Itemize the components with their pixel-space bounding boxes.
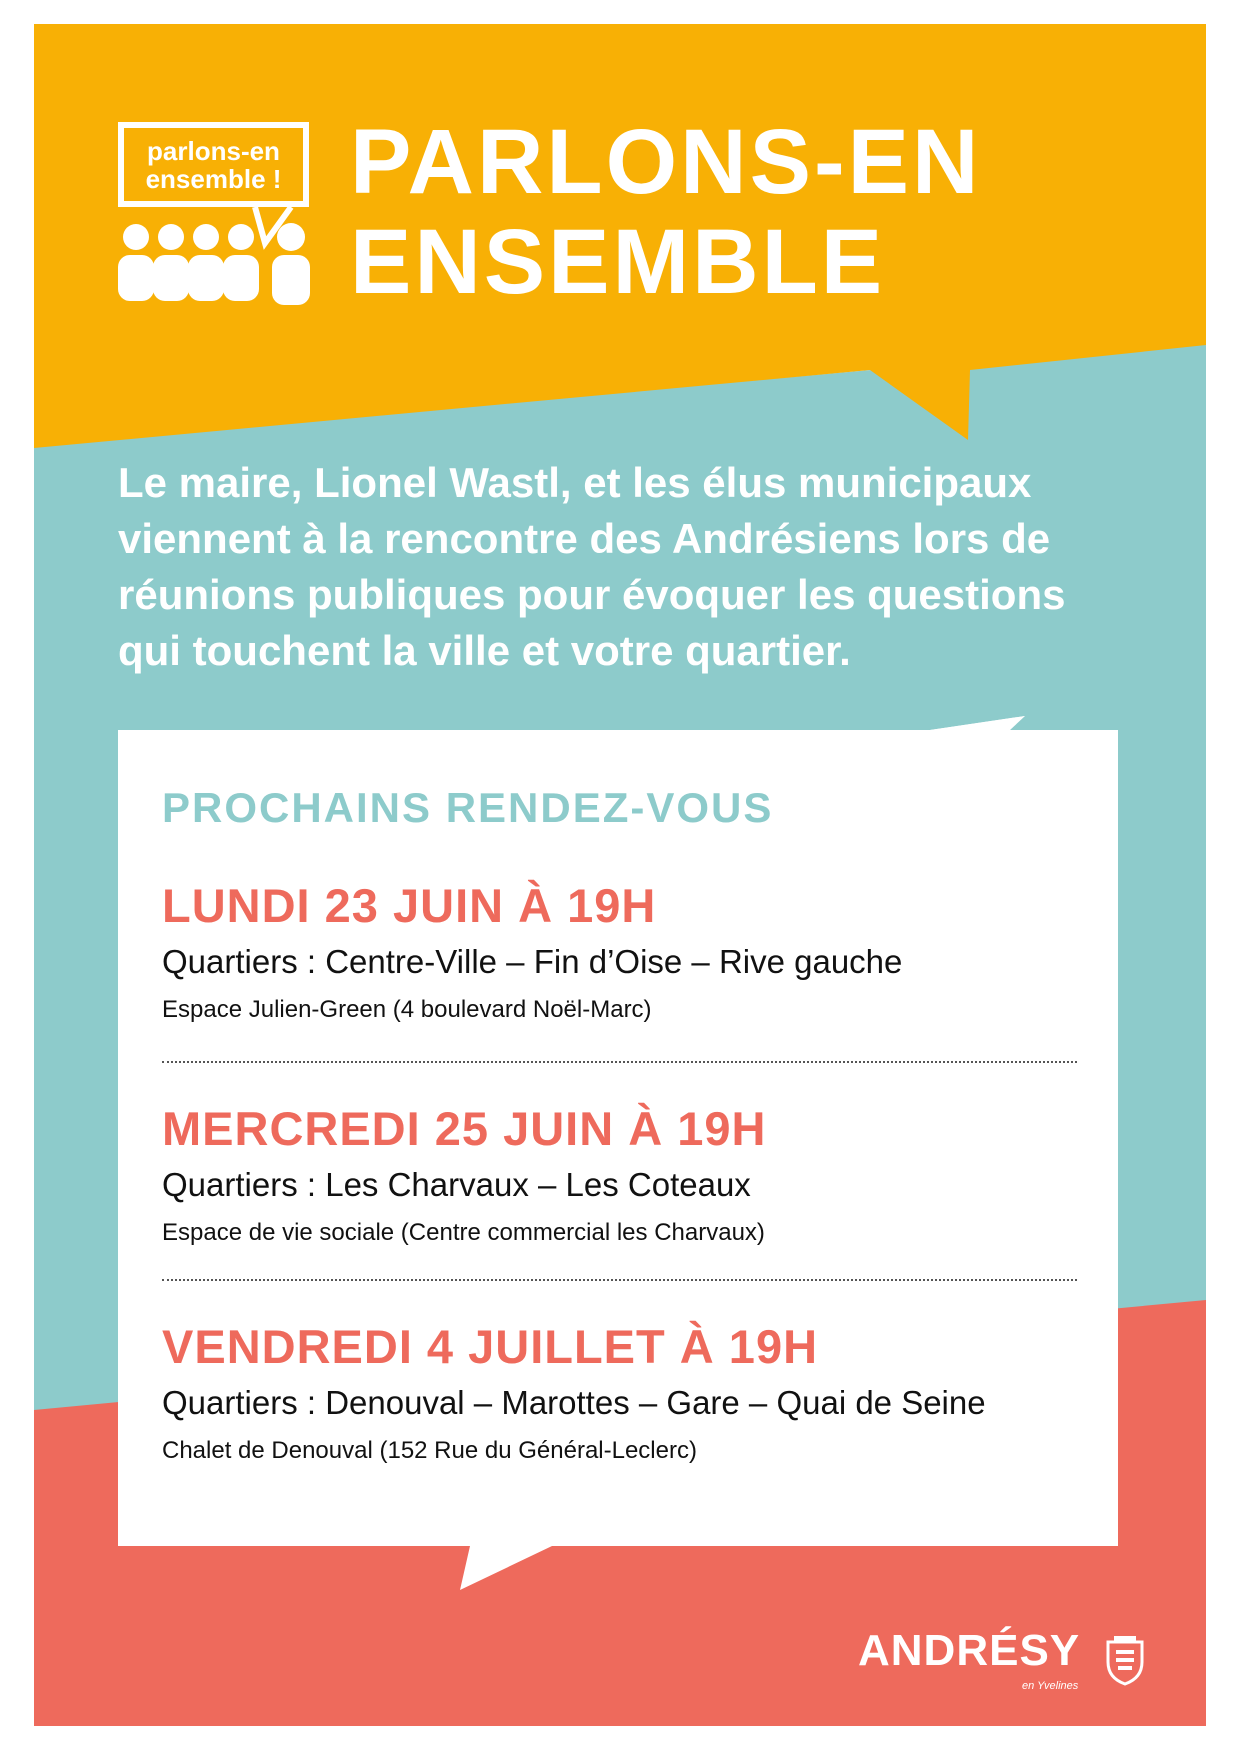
logo-line-2: ensemble !: [145, 163, 282, 194]
title-line-2: ENSEMBLE: [350, 211, 886, 313]
intro-line: viennent à la rencontre des Andrésiens lors de: [118, 515, 1051, 562]
dotted-divider: [162, 1061, 1077, 1063]
event-areas: Quartiers : Les Charvaux – Les Coteaux: [162, 1166, 751, 1203]
event-item: [162, 878, 1082, 1028]
event-place: Espace Julien-Green (4 boulevard Noël-Marc): [162, 996, 652, 1023]
event-areas: Quartiers : Centre-Ville – Fin d’Oise – Rive gauche: [162, 943, 903, 980]
event-item: [162, 1101, 1082, 1251]
event-date: MERCREDI 25 JUIN À 19H: [162, 1102, 767, 1155]
event-date: VENDREDI 4 JUILLET À 19H: [162, 1320, 819, 1373]
event-areas: Quartiers : Denouval – Marottes – Gare – Quai de Seine: [162, 1384, 986, 1421]
intro-paragraph: [118, 455, 1128, 679]
logo-line-1: parlons-en: [147, 135, 280, 166]
city-crest-icon: [1104, 1636, 1146, 1686]
title-line-1: PARLONS-EN: [350, 111, 982, 213]
intro-line: qui touchent la ville et votre quartier.: [118, 627, 851, 674]
people-group-icon: [115, 195, 315, 310]
event-date: LUNDI 23 JUIN À 19H: [162, 879, 657, 932]
intro-line: réunions publiques pour évoquer les questions: [118, 571, 1066, 618]
brand-subtitle: en Yvelines: [1022, 1680, 1079, 1692]
page-title: [350, 112, 981, 312]
event-place: Espace de vie sociale (Centre commercial les Charvaux): [162, 1219, 765, 1246]
event-place: Chalet de Denouval (152 Rue du Général-Leclerc): [162, 1437, 697, 1464]
brand-logo-text: ANDRÉSY: [858, 1626, 1081, 1675]
schedule-heading: PROCHAINS RENDEZ-VOUS: [162, 784, 774, 831]
dotted-divider: [162, 1279, 1077, 1281]
event-item: [162, 1319, 1082, 1469]
intro-line: Le maire, Lionel Wastl, et les élus municipaux: [118, 459, 1032, 506]
